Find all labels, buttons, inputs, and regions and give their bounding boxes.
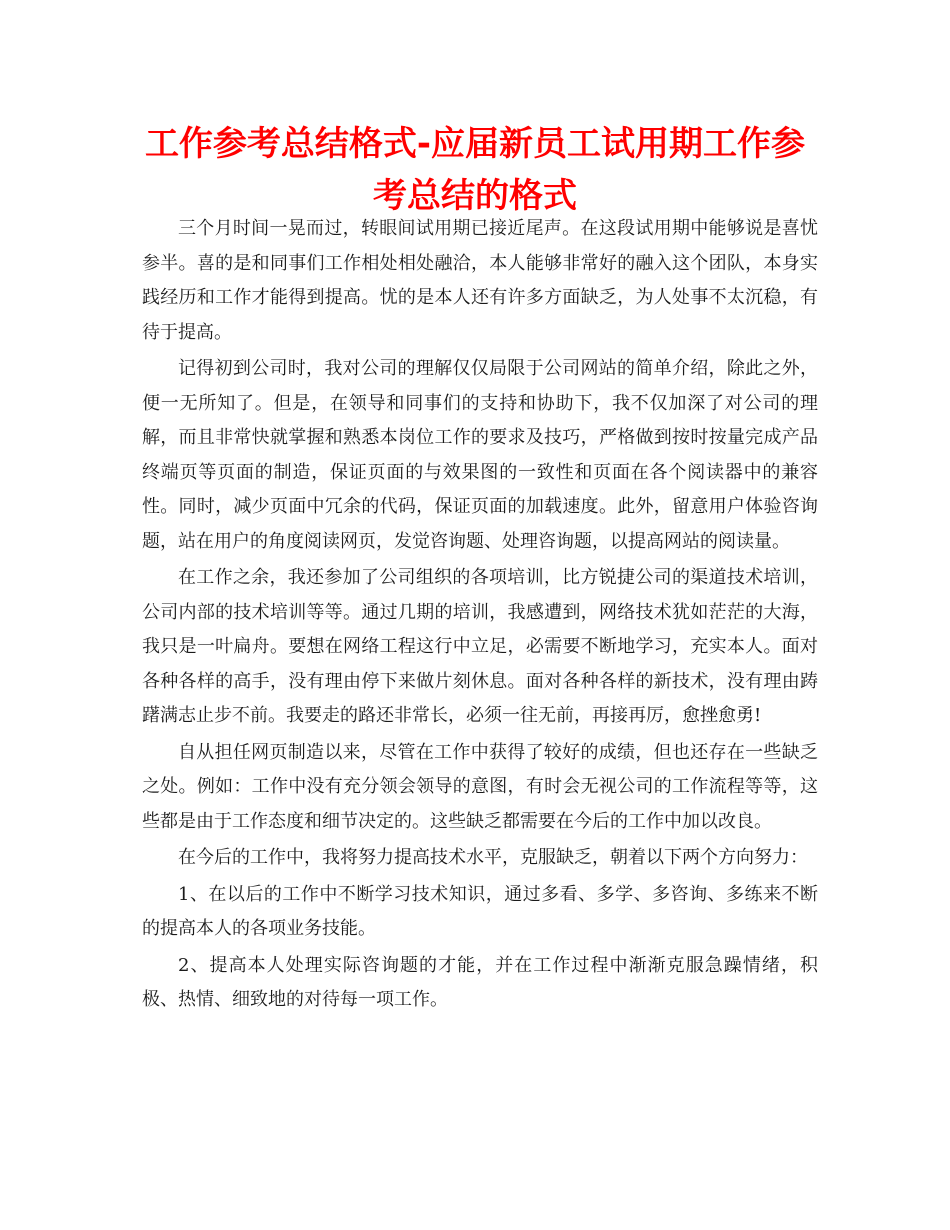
paragraph-training: 在工作之余，我还参加了公司组织的各项培训，比方锐捷公司的渠道技术培训，公司内部的技术培训等等。通过几期的培训，我感遭到，网络技术犹如茫茫的大海，我只是一叶扁舟。要想在网络工程这行中立足，必需要不断地学习，充实本人。面对各种各样的高手，没有理由停下来做片刻休息。面对各种各样的新技术，没有理由踌躇满志止步不前。我要走的路还非常长，必须一往无前，再接再厉，愈挫愈勇!	[142, 567, 818, 726]
paragraph-shortcomings: 自从担任网页制造以来，尽管在工作中获得了较好的成绩，但也还存在一些缺乏之处。例如：工作中没有充分领会领导的意图，有时会无视公司的工作流程等等，这些都是由于工作态度和细节决定的。这些缺乏都需要在今后的工作中加以改良。	[142, 741, 818, 832]
paragraph-goal-1: 1、在以后的工作中不断学习技术知识，通过多看、多学、多咨询、多练来不断的提高本人的各项业务技能。	[142, 883, 818, 939]
paragraph-future-plan: 在今后的工作中，我将努力提高技术水平，克服缺乏，朝着以下两个方向努力：	[178, 847, 808, 868]
document-body	[142, 212, 818, 1018]
paragraph-intro: 三个月时间一晃而过，转眼间试用期已接近尾声。在这段试用期中能够说是喜忧参半。喜的是和同事们工作相处相处融洽，本人能够非常好的融入这个团队，本身实践经历和工作才能得到提高。忧的是本人还有许多方面缺乏，为人处事不太沉稳，有待于提高。	[142, 218, 818, 343]
paragraph-onboarding: 记得初到公司时，我对公司的理解仅仅局限于公司网站的简单介绍，除此之外，便一无所知了。但是，在领导和同事们的支持和协助下，我不仅加深了对公司的理解，而且非常快就掌握和熟悉本岗位工作的要求及技巧，严格做到按时按量完成产品终端页等页面的制造，保证页面的与效果图的一致性和页面在各个阅读器中的兼容性。同时，减少页面中冗余的代码，保证页面的加载速度。此外，留意用户体验咨询题，站在用户的角度阅读网页，发觉咨询题、处理咨询题，以提高网站的阅读量。	[142, 358, 818, 552]
paragraph-goal-2: 2、提高本人处理实际咨询题的才能，并在工作过程中渐渐克服急躁情绪，积极、热情、细致地的对待每一项工作。	[142, 954, 818, 1010]
document-title: 工作参考总结格式-应届新员工试用期工作参考总结的格式	[144, 124, 806, 216]
